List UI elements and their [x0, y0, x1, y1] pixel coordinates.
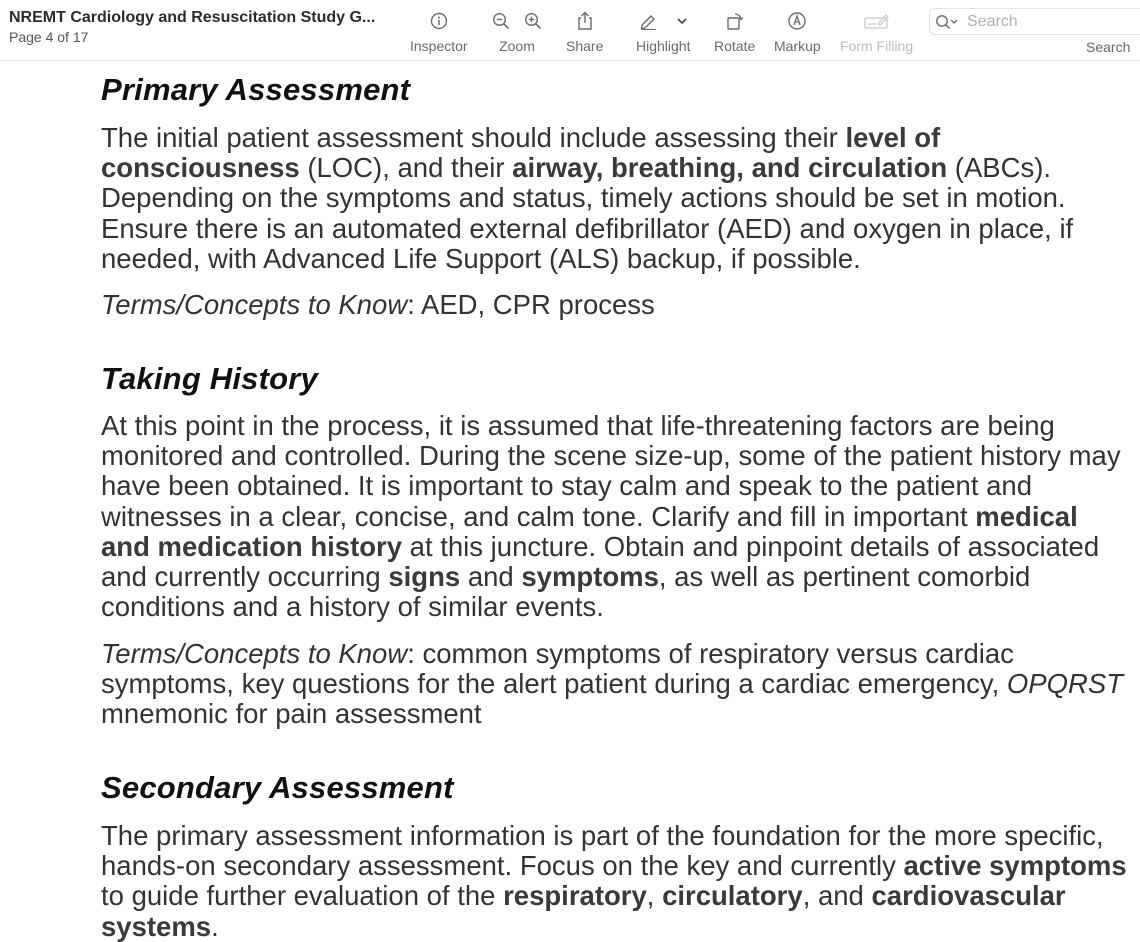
search-label: Search: [1086, 39, 1131, 55]
text-run: to guide further evaluation of the: [101, 880, 504, 912]
text-run: at this juncture. Obtain and pinpoint details of associated and currently occurring: [101, 530, 1100, 593]
search-input[interactable]: [929, 8, 1140, 35]
page-indicator: Page 4 of 17: [9, 29, 89, 45]
text-run: .: [211, 910, 219, 942]
terms-label: Terms/Concepts to Know: [101, 289, 408, 320]
search-placeholder: Search: [967, 12, 1018, 30]
bold-run: airway, breathing, and circulation: [512, 152, 948, 184]
text-run: The primary assessment information is part of the foundation for the more specific, hands-on secondary assessment. Focus on the key and currently: [101, 820, 1104, 882]
zoom-out-icon[interactable]: [492, 12, 510, 30]
bold-run: circulatory: [662, 880, 803, 912]
text-run: ,: [646, 880, 663, 912]
inspector-button[interactable]: [410, 8, 468, 58]
rotate-button[interactable]: [714, 8, 755, 58]
text-run: (ABCs). Depending on the symptoms and status, timely actions should be set in motion. Ensure there is an automated external defibrillator (AED) and oxygen in place, if needed, with Advanced Life Support (ALS) backup, if possible.: [101, 152, 1074, 274]
highlight-label: Highlight: [636, 38, 691, 54]
bold-run: respiratory: [503, 880, 647, 912]
form-filling-button[interactable]: [840, 8, 913, 58]
terms-primary-assessment: [101, 290, 655, 320]
terms-text: : common symptoms of respiratory versus cardiac symptoms, key questions for the alert patient during a cardiac emergency,: [101, 638, 1014, 700]
zoom-in-icon[interactable]: [524, 12, 542, 30]
text-run: , as well as pertinent comorbid conditions and a history of similar events.: [101, 561, 1031, 623]
inspector-label: Inspector: [410, 38, 468, 54]
bold-run: cardiovascular systems: [101, 880, 1066, 942]
paragraph-taking-history: [101, 411, 1131, 622]
zoom-control[interactable]: [492, 8, 542, 58]
form-filling-label: Form Filling: [840, 38, 914, 54]
rotate-icon: [725, 11, 745, 31]
toolbar: [0, 0, 1140, 61]
text-run: and: [460, 561, 522, 593]
document-title: NREMT Cardiology and Resuscitation Study G...: [9, 9, 376, 26]
highlight-button[interactable]: [636, 8, 690, 58]
paragraph-primary-assessment: [101, 123, 1131, 274]
terms-end: mnemonic for pain assessment: [101, 698, 482, 730]
terms-label: Terms/Concepts to Know: [101, 638, 408, 669]
terms-italic: OPQRST: [1006, 668, 1124, 700]
highlighter-pen-icon: [638, 12, 658, 30]
form-filling-icon: [864, 12, 890, 30]
bold-run: medical and medication history: [101, 500, 1078, 562]
bold-run: signs: [388, 561, 461, 593]
terms-taking-history: [101, 639, 1131, 730]
zoom-label: Zoom: [499, 38, 535, 54]
rotate-label: Rotate: [714, 38, 756, 54]
markup-button[interactable]: [774, 8, 821, 58]
share-label: Share: [566, 38, 604, 54]
chevron-down-icon[interactable]: [676, 16, 688, 26]
heading-secondary-assessment: Secondary Assessment: [101, 770, 454, 805]
heading-primary-assessment: Primary Assessment: [101, 72, 411, 107]
text-run: At this point in the process, it is assumed that life-threatening factors are being monitored and controlled. During the scene size-up, some of the patient history may have been obtained. It is important to stay calm and speak to the patient and witnesses in a clear, concise, and calm tone. Clarify and fill in important: [101, 410, 1121, 532]
markup-label: Markup: [774, 38, 821, 54]
info-circle-icon: [430, 12, 448, 30]
share-button[interactable]: [566, 8, 603, 58]
bold-run: level of consciousness: [101, 122, 941, 184]
bold-run: active symptoms: [903, 850, 1127, 882]
terms-text: : AED, CPR process: [407, 289, 655, 320]
paragraph-secondary-assessment: [101, 821, 1131, 942]
share-icon: [576, 11, 594, 31]
text-run: The initial patient assessment should include assessing their: [101, 122, 846, 153]
markup-pen-circle-icon: [787, 11, 807, 31]
search-icon: [935, 14, 961, 30]
text-run: , and: [802, 880, 872, 912]
heading-taking-history: Taking History: [101, 361, 318, 396]
text-run: (LOC), and their: [299, 152, 513, 184]
bold-run: symptoms: [521, 561, 659, 593]
